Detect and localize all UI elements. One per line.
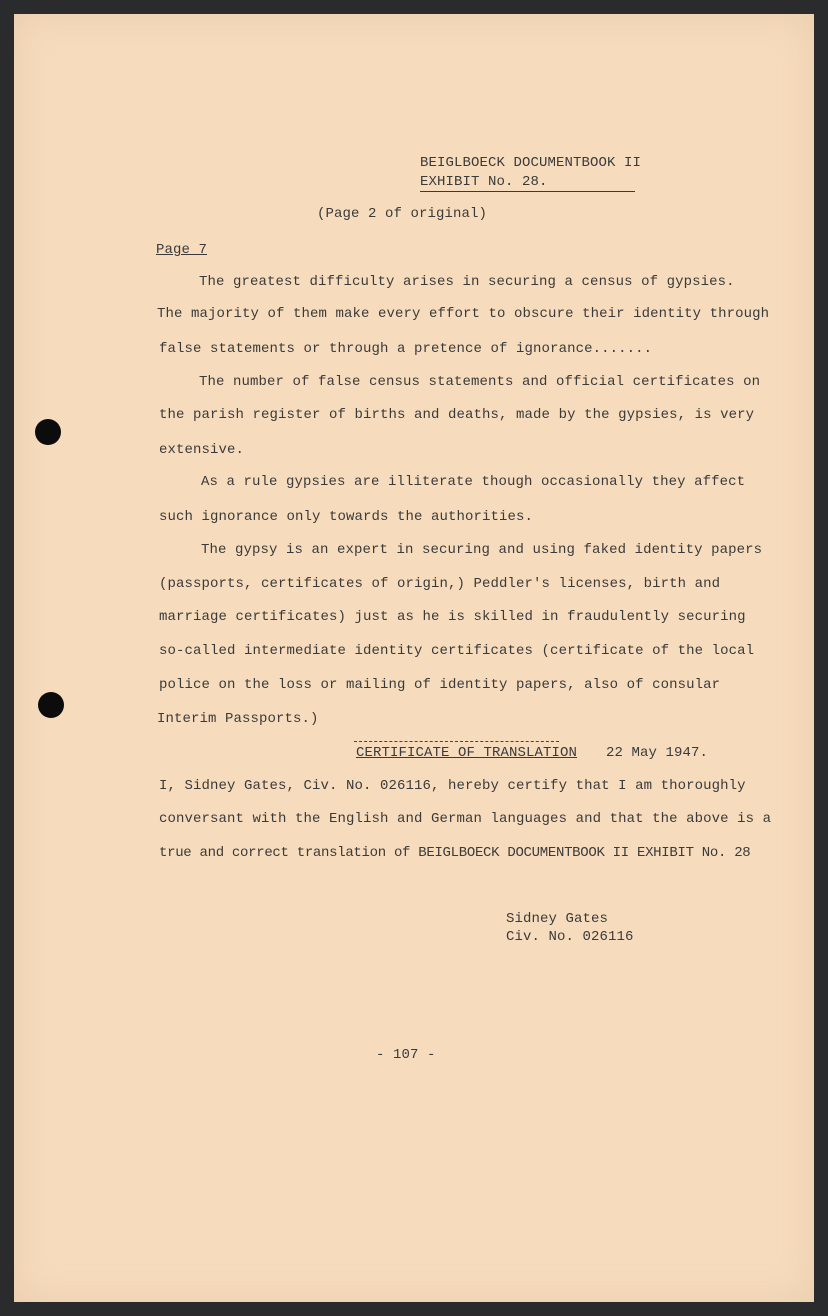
paragraph-2-line-2: the parish register of births and deaths, made by the gypsies, is very xyxy=(159,407,755,423)
page-note: (Page 2 of original) xyxy=(317,206,488,222)
paragraph-4-line-1: The gypsy is an expert in securing and using faked identity papers xyxy=(201,542,763,558)
paragraph-2-line-3: extensive. xyxy=(159,442,245,458)
paragraph-4-line-4: so-called intermediate identity certificates (certificate of the local xyxy=(159,643,755,659)
paragraph-4-line-6: Interim Passports.) xyxy=(157,711,319,727)
certificate-line-3: true and correct translation of BEIGLBOECK DOCUMENTBOOK II EXHIBIT No. 28 xyxy=(159,845,751,861)
document-page xyxy=(14,14,814,1302)
paragraph-4-line-3: marriage certificates) just as he is skilled in fraudulently securing xyxy=(159,609,746,625)
header-title: BEIGLBOECK DOCUMENTBOOK II xyxy=(420,155,642,171)
paragraph-1-line-3: false statements or through a pretence of ignorance....... xyxy=(159,341,653,357)
paragraph-2-line-1: The number of false census statements and official certificates on xyxy=(199,374,761,390)
paragraph-1-line-2: The majority of them make every effort to obscure their identity through xyxy=(157,306,770,322)
paragraph-1-line-1: The greatest difficulty arises in securing a census of gypsies. xyxy=(199,274,735,290)
page-number: - 107 - xyxy=(376,1047,436,1063)
signature-civ-number: Civ. No. 026116 xyxy=(506,929,634,945)
signature-name: Sidney Gates xyxy=(506,911,609,927)
paragraph-3-line-2: such ignorance only towards the authorities. xyxy=(159,509,534,525)
paragraph-3-line-1: As a rule gypsies are illiterate though occasionally they affect xyxy=(201,474,746,490)
certificate-title: CERTIFICATE OF TRANSLATION xyxy=(356,745,578,761)
punch-hole-top xyxy=(35,419,61,445)
certificate-date: 22 May 1947. xyxy=(606,745,709,761)
punch-hole-bottom xyxy=(38,692,64,718)
header-exhibit: EXHIBIT No. 28. xyxy=(420,174,635,192)
certificate-rule xyxy=(354,741,559,742)
certificate-line-2: conversant with the English and German languages and that the above is a xyxy=(159,811,772,827)
certificate-line-1: I, Sidney Gates, Civ. No. 026116, hereby certify that I am thoroughly xyxy=(159,778,746,794)
page-label: Page 7 xyxy=(156,242,208,258)
paragraph-4-line-5: police on the loss or mailing of identity papers, also of consular xyxy=(159,677,721,693)
paragraph-4-line-2: (passports, certificates of origin,) Peddler's licenses, birth and xyxy=(159,576,721,592)
